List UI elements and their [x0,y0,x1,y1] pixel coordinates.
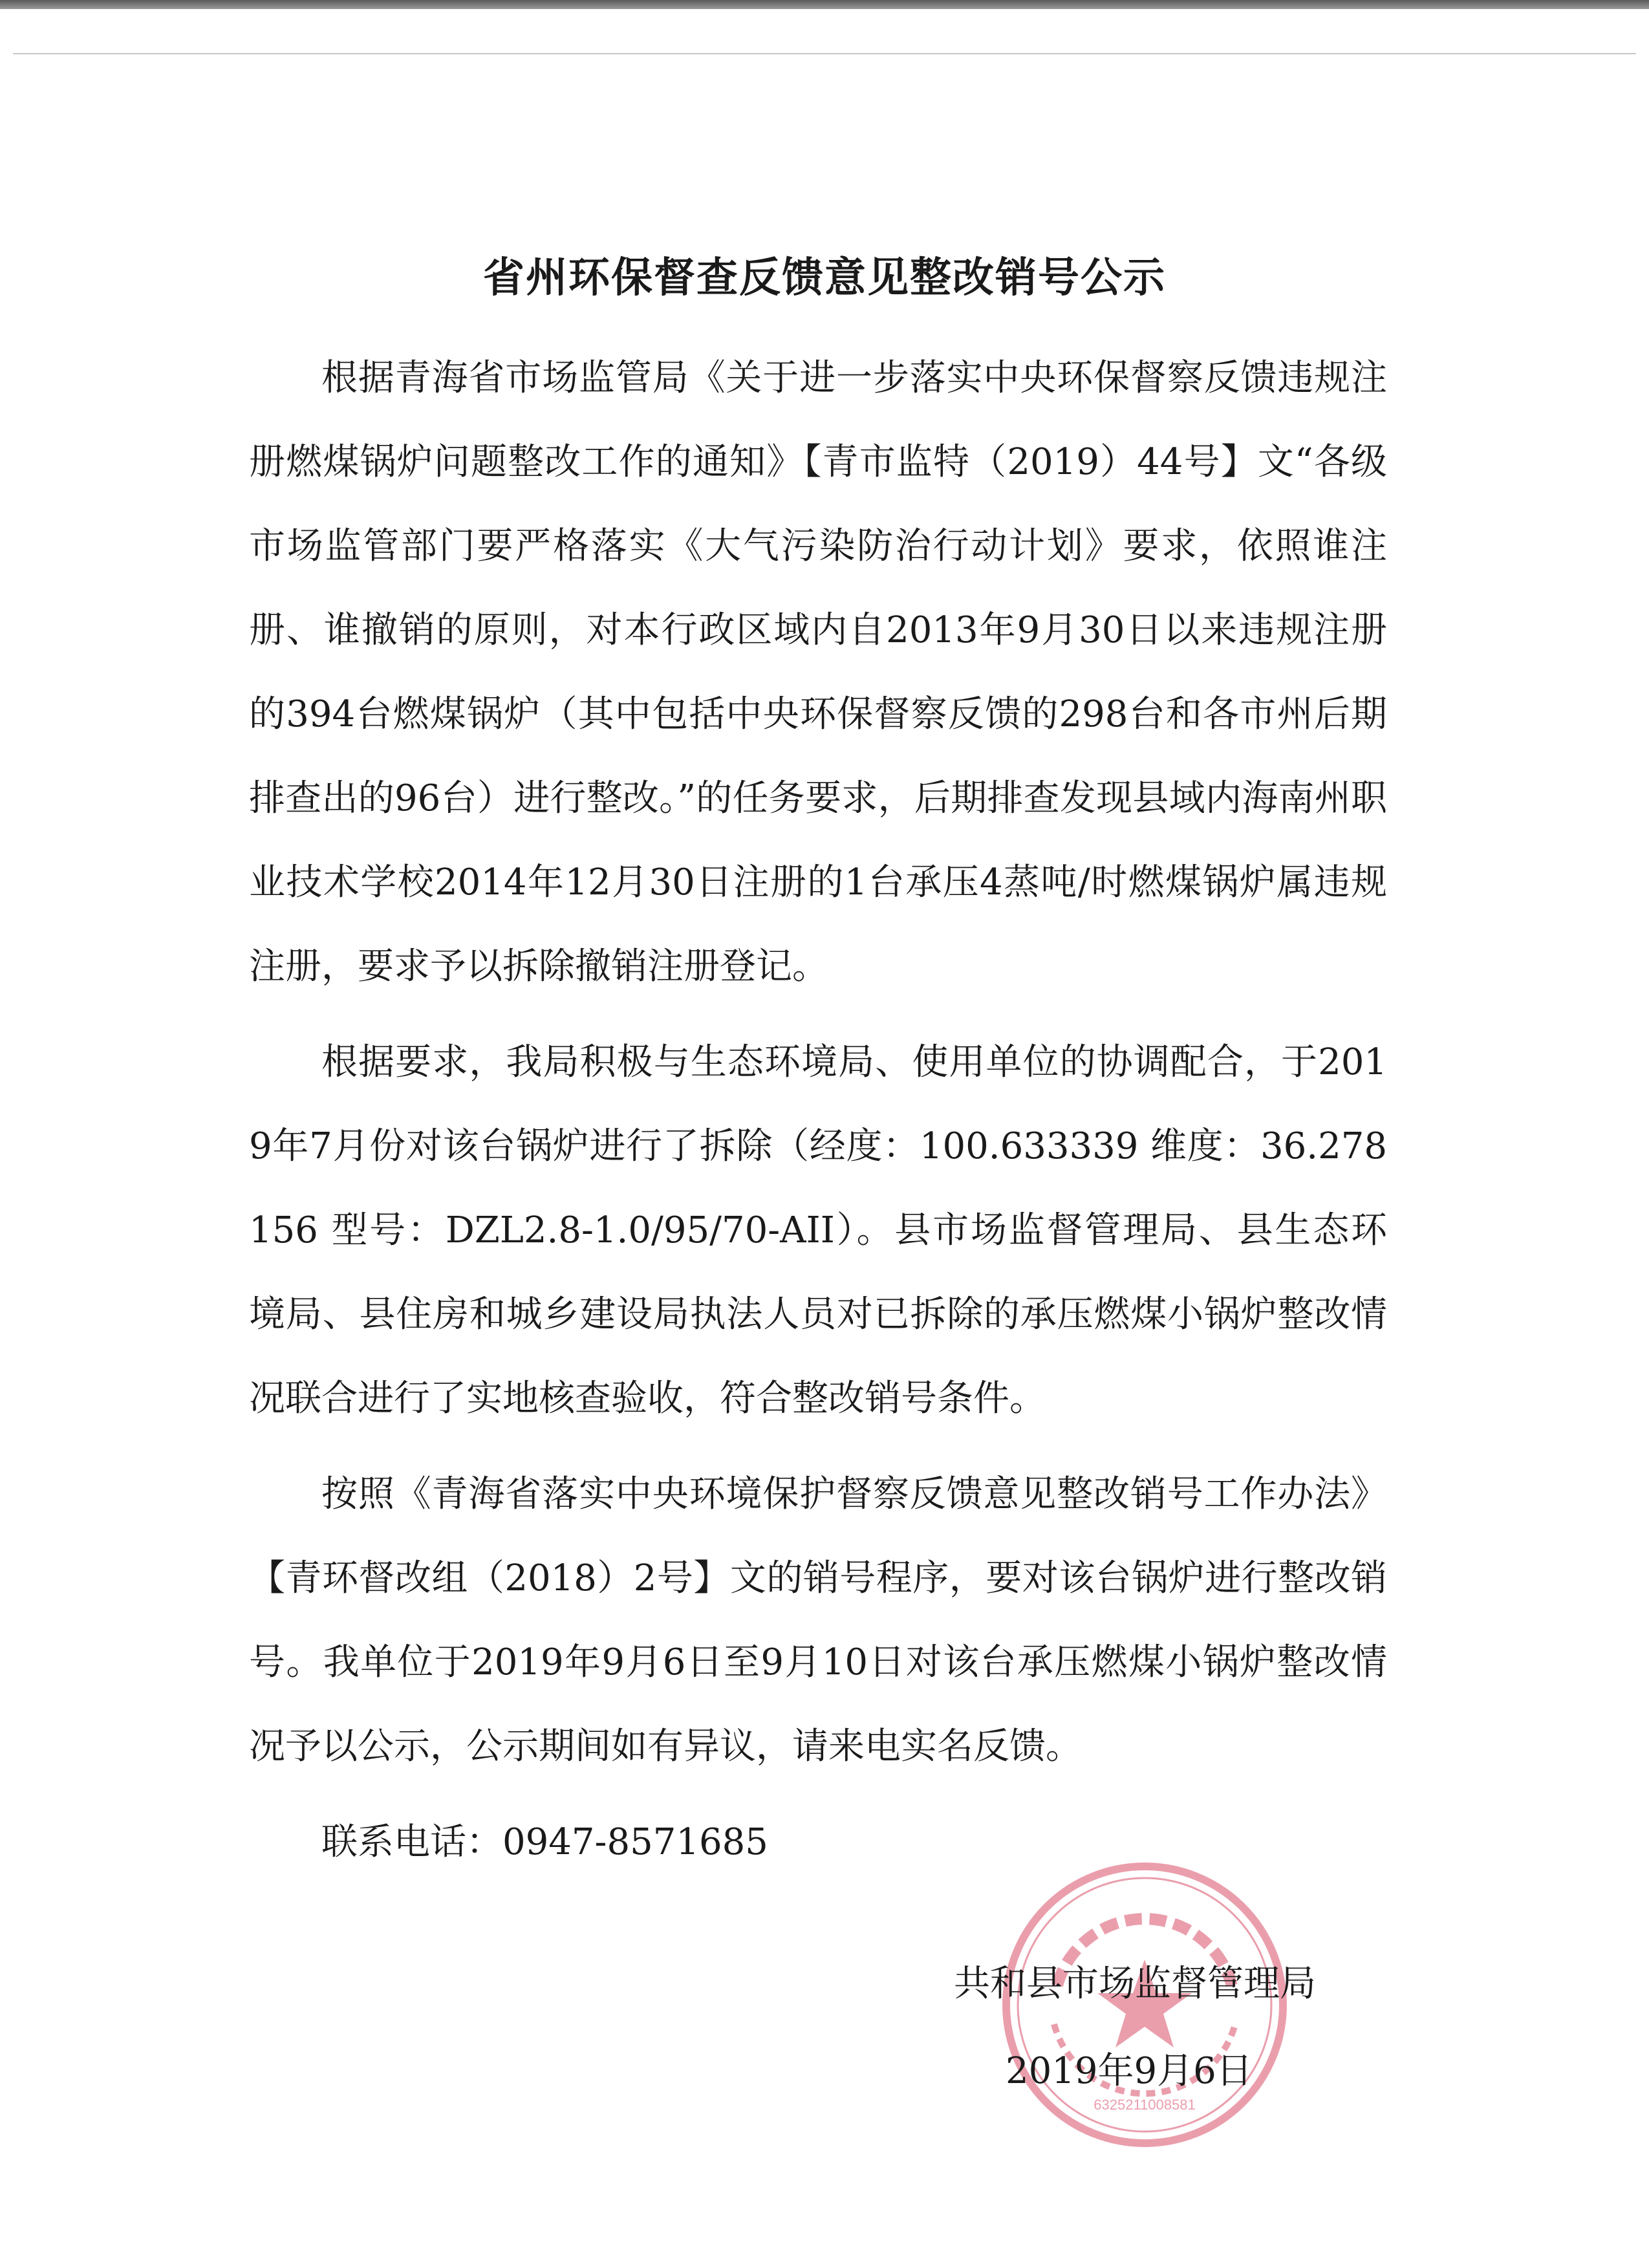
paragraph-1: 根据青海省市场监管局《关于进一步落实中央环保督察反馈违规注册燃煤锅炉问题整改工作的通知》【青市监特（2019）44号】文“各级市场监管部门要严格落实《大气污染防治行动计划》要求，依照谁注册、谁撤销的原则，对本行政区域内自2013年9月30日以来违规注册的394台燃煤锅炉（其中包括中央环保督察反馈的298台和各市州后期排查出的96台）进行整改。”的任务要求，后期排查发现县域内海南州职业技术学校2014年12月30日注册的1台承压4蒸吨/时燃煤锅炉属违规注册，要求予以拆除撤销注册登记。 [249,357,1387,988]
document-title: 省州环保督查反馈意见整改销号公示 [483,254,1166,302]
scan-line [13,53,1636,54]
scan-edge [0,0,1649,9]
signature-organization: 共和县市场监督管理局 [954,1963,1316,2005]
contact-phone: 联系电话：0947-8571685 [321,1821,768,1863]
official-seal [996,1856,1293,2154]
document-body [249,336,1387,1885]
paragraph-3: 按照《青海省落实中央环境保护督察反馈意见整改销号工作办法》【青环督改组（2018）2号】文的销号程序，要对该台锅炉进行整改销号。我单位于2019年9月6日至9月10日对该台承压燃煤小锅炉整改情况予以公示，公示期间如有异议，请来电实名反馈。 [249,1473,1387,1767]
seal-number: 6325211008581 [1094,2097,1196,2113]
signature-date: 2019年9月6日 [1006,2050,1253,2092]
paragraph-2: 根据要求，我局积极与生态环境局、使用单位的协调配合，于2019年7月份对该台锅炉进行了拆除（经度：100.633339 维度：36.278156 型号：DZL2.8-1.0/95/70-AII）。县市场监督管理局、县生态环境局、县住房和城乡建设局执法人员对已拆除的承压燃煤小锅炉整改情况联合进行了实地核查验收，符合整改销号条件。 [249,1041,1387,1420]
